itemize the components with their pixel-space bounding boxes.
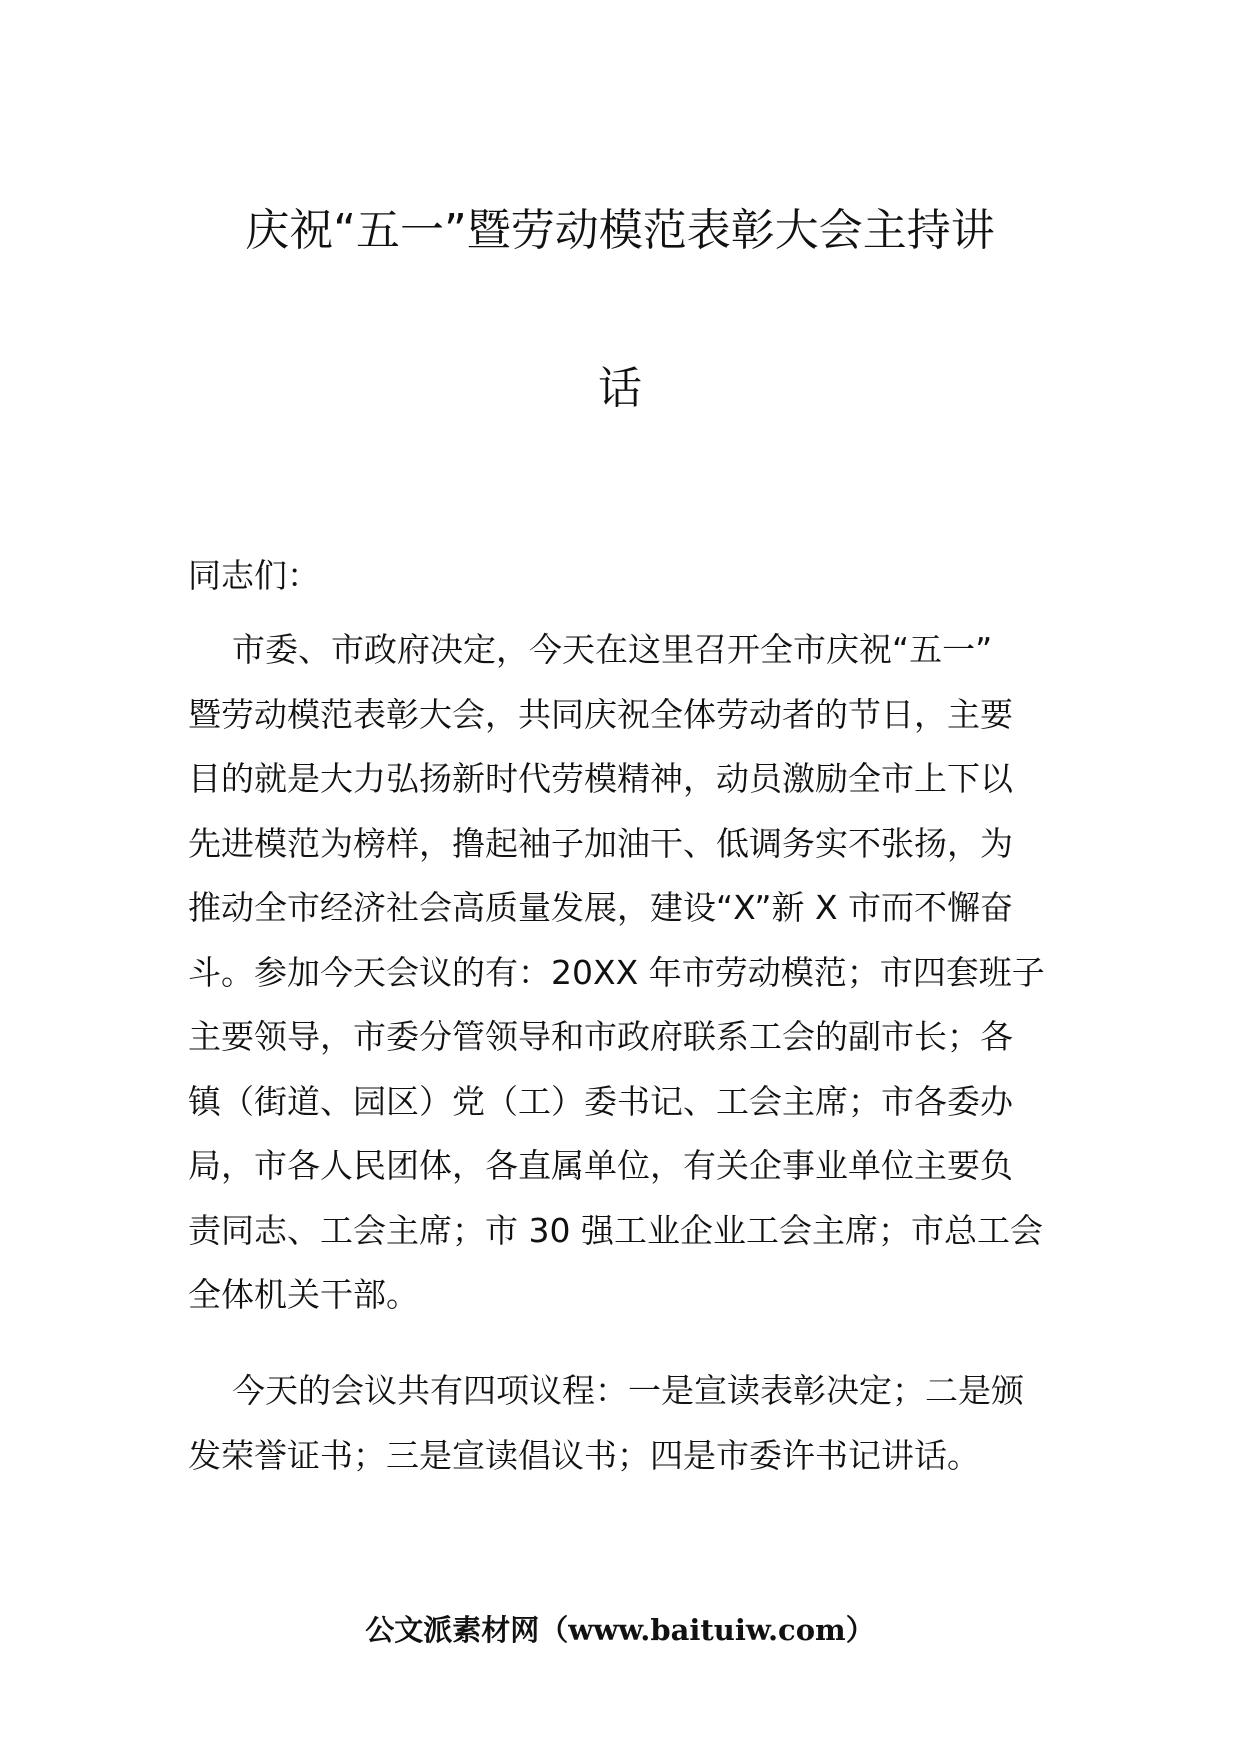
paragraph-1-line: 全体机关干部。 bbox=[188, 1275, 419, 1314]
paragraph-2-line: 发荣誉证书；三是宣读倡议书；四是市委许书记讲话。 bbox=[188, 1435, 980, 1475]
paragraph-1-line: 局，市各人民团体，各直属单位，有关企事业单位主要负 bbox=[188, 1146, 1013, 1185]
paragraph-1-line: 先进模范为榜样，撸起袖子加油干、低调务实不张扬，为 bbox=[188, 823, 1013, 863]
paragraph-1-line: 斗。参加今天会议的有：20XX 年市劳动模范；市四套班子 bbox=[188, 952, 1045, 992]
paragraph-2 bbox=[188, 1359, 1054, 1488]
paragraph-1-line: 市委、市政府决定，今天在这里召开全市庆祝“五一” bbox=[232, 630, 993, 669]
paragraph-1-line: 推动全市经济社会高质量发展，建设“X”新 X 市而不懈奋 bbox=[188, 888, 1014, 927]
paragraph-1-line: 目的就是大力弘扬新时代劳模精神，动员激励全市上下以 bbox=[188, 759, 1013, 798]
document-title-line-1: 庆祝“五一”暨劳动模范表彰大会主持讲 bbox=[245, 205, 995, 256]
paragraph-1-line: 镇（街道、园区）党（工）委书记、工会主席；市各委办 bbox=[188, 1081, 1013, 1121]
document-title-line-2: 话 bbox=[598, 363, 642, 414]
paragraph-1 bbox=[188, 618, 1054, 1328]
paragraph-2-line: 今天的会议共有四项议程：一是宣读表彰决定；二是颁 bbox=[232, 1371, 1024, 1410]
footer-watermark: 公文派素材网（www.baituiw.com） bbox=[365, 1613, 875, 1647]
paragraph-1-line: 主要领导，市委分管领导和市政府联系工会的副市长；各 bbox=[188, 1017, 1013, 1056]
paragraph-1-line: 暨劳动模范表彰大会，共同庆祝全体劳动者的节日，主要 bbox=[188, 694, 1013, 734]
greeting: 同志们： bbox=[188, 556, 320, 595]
paragraph-1-line: 责同志、工会主席；市 30 强工业企业工会主席；市总工会 bbox=[188, 1210, 1043, 1250]
